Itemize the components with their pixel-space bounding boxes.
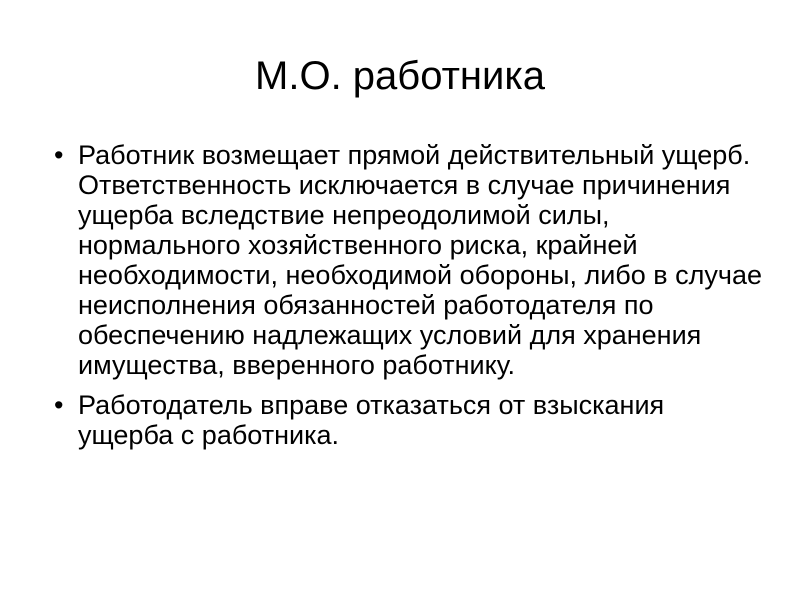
bullet-icon: • xyxy=(54,390,64,420)
slide-title: М.О. работника xyxy=(255,54,545,98)
bullet-list xyxy=(46,140,766,460)
bullet-text-1: Работник возмещает прямой действительный ущерб. Ответственность исключается в случае причинения ущерба вследствие непреодолимой силы, нормального хозяйственного риска, крайней необходимости, необходимой обороны, либо в случае неисполнения обязанностей работодателя по обеспечению надлежащих условий для хранения имущества, вверенного работнику. xyxy=(78,140,762,380)
bullet-item-2 xyxy=(46,390,766,450)
bullet-icon: • xyxy=(54,140,64,170)
bullet-text-2: Работодатель вправе отказаться от взыскания ущерба с работника. xyxy=(78,390,665,450)
bullet-item-1 xyxy=(46,140,766,380)
